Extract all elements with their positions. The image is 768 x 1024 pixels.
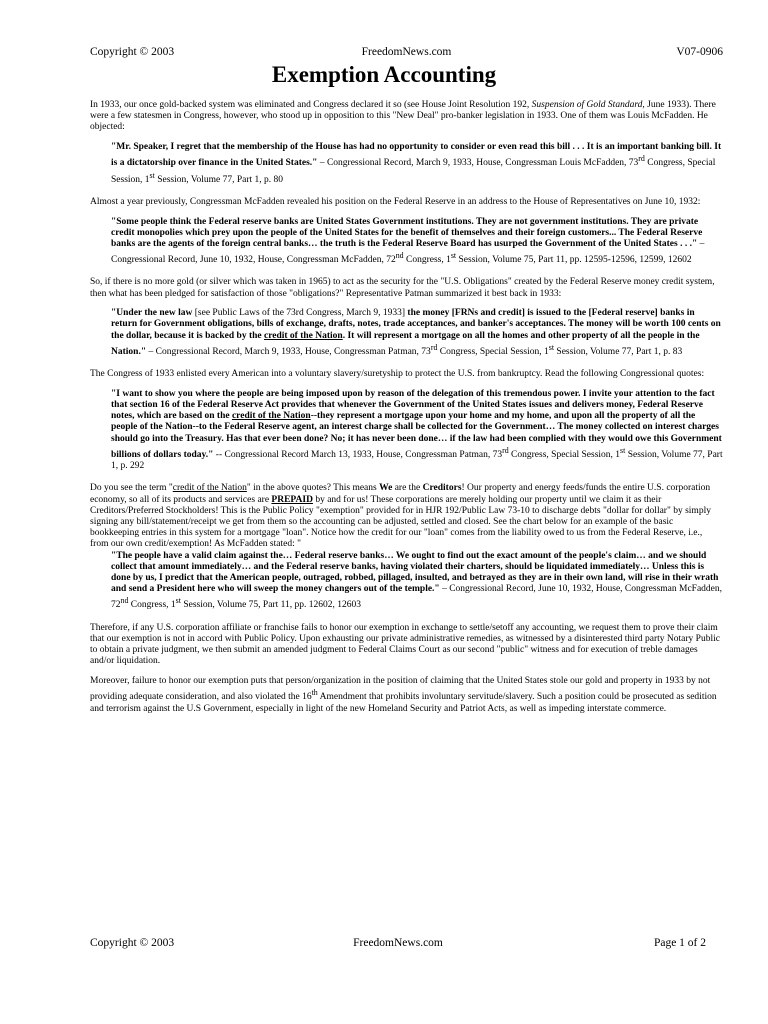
text-run: by and for us! These corporations are merely holding our property until we claim it as their Creditors/Preferred Stockholders! This is the Public Policy "exemption" provided for in HJR 192/Public Law 73-10 to discharge debts "dollar for dollar" by simply signing any bill/statement/receipt we get from them so the accounting can be adjusted, settled and closed. See the chart below for an example of the basic bookkeeping entries in this system for a mortgage "loan". Notice how the credit for our "loan" comes from the liability owed to us from the Federal Reserve, i.e., from our own credit/exemption! As McFadden stated: " xyxy=(90,494,711,550)
quote-4 xyxy=(111,389,723,473)
bold-run: the money [FRNs and credit] is issued to the [Federal reserve] banks in return for Government obligations, bills of exchange, drafts, notes, trade acceptances, and banker's acceptances. The money will be worth 100 cents on the dollar, because it is backed by the xyxy=(111,308,721,341)
text-run: In 1933, our once gold-backed system was eliminated and Congress declared it so (see House Joint Resolution 192, xyxy=(90,100,532,110)
underlined-run: credit of the Nation xyxy=(231,411,311,422)
paragraph-7 xyxy=(90,676,723,715)
citation-run: Session, Volume 75, Part 11, pp. 12602, 12603 xyxy=(180,600,362,611)
text-run: Moreover, failure to honor our exemption puts that person/organization in the position of claiming that the United States stole our gold and property in 1933 by not providing adequate consideration, and also violated the 16 xyxy=(90,676,711,703)
superscript: rd xyxy=(638,154,645,164)
citation-run: Congress, Special Session, 1 xyxy=(437,347,549,358)
citation-run: Session, Volume 77, Part 1, p. 80 xyxy=(154,174,283,185)
citation-run: Congress, 1 xyxy=(403,255,451,266)
citation-run: -- Congressional Record March 13, 1933, House, Congressman Patman, 73 xyxy=(213,450,503,461)
document-body xyxy=(90,100,723,715)
superscript: nd xyxy=(120,596,129,606)
citation-run: – Congressional Record, June 10, 1932, House, Congressman McFadden, 72 xyxy=(111,584,723,611)
paragraph-5 xyxy=(90,483,723,550)
text-run: ! Our property and energy feeds/funds the entire U.S. corporation economy, so all of its products and services are xyxy=(90,483,711,505)
text-run: Amendment that prohibits involuntary servitude/slavery. Such a position could be prosecuted as sedition and terrorism against the U.S Government, especially in light of the new Homeland Security and Patriot Acts, as well as impeding interstate commerce. xyxy=(90,692,717,714)
text-run: [see Public Laws of the 73rd Congress, March 9, 1933] xyxy=(192,308,408,319)
superscript: rd xyxy=(430,342,438,352)
citation-run: Congress, Special Session, 1 xyxy=(508,450,621,461)
text-run: Do you see the term " xyxy=(90,483,173,494)
superscript: nd xyxy=(395,251,404,261)
text-run: " in the above quotes? This means xyxy=(246,483,380,494)
header-site: FreedomNews.com xyxy=(361,46,452,58)
superscript: st xyxy=(620,445,626,455)
footer-page-number: Page 1 of 2 xyxy=(653,937,706,949)
footer-copyright: Copyright © 2003 xyxy=(90,937,175,949)
bold-run: We xyxy=(379,483,393,494)
superscript: st xyxy=(149,170,155,180)
header-copyright: Copyright © 2003 xyxy=(90,46,175,58)
bold-run: "Mr. Speaker, I regret that the membership of the House has had no opportunity to consider or even read this bill . . . It is an important banking bill. It is a dictatorship over finance in the United States." xyxy=(111,142,722,169)
citation-run: – Congressional Record, March 9, 1933, House, Congressman Patman, 73 xyxy=(146,347,431,358)
citation-run: –Congressional Record, June 10, 1932, House, Congressman McFadden, 72 xyxy=(111,238,705,266)
superscript: st xyxy=(548,342,555,352)
bold-run: "Some people think the Federal reserve banks are United States Government institutions. They are not government institutions. They are private credit monopolies which prey upon the people of the United States for the benefit of themselves and their foreign customers... The Federal Reserve banks are the agents of the foreign central banks… the truth is the Federal Reserve Board has usurped the Government of the United States . . ." xyxy=(111,216,703,249)
superscript: rd xyxy=(502,445,509,455)
citation-run: Session, Volume 77, Part 1, p. 292 xyxy=(111,450,723,472)
underlined-run: credit of the Nation xyxy=(263,330,343,341)
bold-run: "I want to show you where the people are being imposed upon by reason of the delegation of this tremendous power. I invite your attention to the fact that section 16 of the Federal Reserve Act provides that whenever the Government of the United States issues and delivers money, Federal Reserve notes, which are based on the xyxy=(111,388,715,422)
citation-run: Session, Volume 75, Part 11, pp. 12595-12596, 12599, 12602 xyxy=(456,255,692,266)
bold-underlined-run: PREPAID xyxy=(271,494,313,505)
page-footer xyxy=(90,936,706,950)
citation-run: Congress, Special Session, 1 xyxy=(111,158,716,185)
superscript: th xyxy=(311,688,318,698)
text-run: are the xyxy=(392,483,423,494)
bold-run: Creditors xyxy=(422,483,462,494)
footer-site: FreedomNews.com xyxy=(353,937,443,949)
citation-run: Session, Volume 77, Part 1, p. 83 xyxy=(554,347,683,358)
paragraph-4: The Congress of 1933 enlisted every American into a voluntary slavery/suretyship to protect the U.S. from bankruptcy. Read the following Congressional quotes: xyxy=(90,369,705,380)
header-doc-id: V07-0906 xyxy=(676,46,723,58)
quote-1 xyxy=(111,142,723,186)
citation-run: Congress, 1 xyxy=(128,600,176,611)
quote-3 xyxy=(111,308,723,358)
superscript: st xyxy=(175,596,181,606)
document-title: Exemption Accounting xyxy=(271,62,497,87)
underlined-run: credit of the Nation xyxy=(172,483,247,494)
paragraph-3: So, if there is no more gold (or silver which was taken in 1965) to act as the security for the "U.S. Obligations" created by the Federal Reserve money credit system, then what has been pledged for satisfaction of those "obligations?" Representative Patman summarized it best back in 1933: xyxy=(90,277,715,299)
bold-run: --they represent a mortgage upon your home and my home, and upon all the property of all the people of the Nation--to the Federal Reserve agent, an interest charge shall be collected for the Government… The money collected on interest charges should go into the Treasury. Has that ever been done? No; it has never been done… if the law had been complied with they would owe this Government billions of dollars today." xyxy=(111,411,722,461)
italic-run: Suspension of Gold Standard xyxy=(531,100,643,110)
bold-run: "The people have a valid claim against the… Federal reserve banks… We ought to find out the exact amount of the people's claim… and we should collect that amount immediately… and the Federal reserve banks, having violated their charters, should be liquidated immediately… Unless this is done by us, I predict that the American people, outraged, robbed, pillaged, insulted, and betrayed as they are in their own land, will rise in their wrath and send a President here who will sweep the money changers out of the temple." xyxy=(111,550,719,595)
bold-run: . It will represent a mortgage on all the homes and other property of all the people in the Nation." xyxy=(111,330,700,358)
bold-run: "Under the new law xyxy=(111,308,193,319)
paragraph-6: Therefore, if any U.S. corporation affiliate or franchise fails to honor our exemption in exchange to settle/setoff any accounting, we request them to prove their claim that our exemption is not in accord with Public Policy. Upon exhausting our private administrative remedies, as witnessed by a disinterested third party Notary Public to obtain a private judgment, we then submit an amended judgment to Federal Claims Court as our second "public" witness and for execution of treble damages and/or liquidation. xyxy=(90,622,720,667)
paragraph-1 xyxy=(90,100,723,134)
quote-2 xyxy=(111,217,723,267)
paragraph-2: Almost a year previously, Congressman McFadden revealed his position on the Federal Reserve in an address to the House of Representatives on June 10, 1932: xyxy=(90,196,701,207)
text-run: , June 1933). There were a few statesmen in Congress, however, who stood up in opposition to this "New Deal" pro-banker legislation in 1933. One of them was Louis McFadden. He objected: xyxy=(90,100,716,133)
quote-5 xyxy=(111,551,723,612)
citation-run: – Congressional Record, March 9, 1933, House, Congressman Louis McFadden, 73 xyxy=(317,158,639,169)
superscript: st xyxy=(450,251,457,261)
page-header xyxy=(90,45,723,59)
